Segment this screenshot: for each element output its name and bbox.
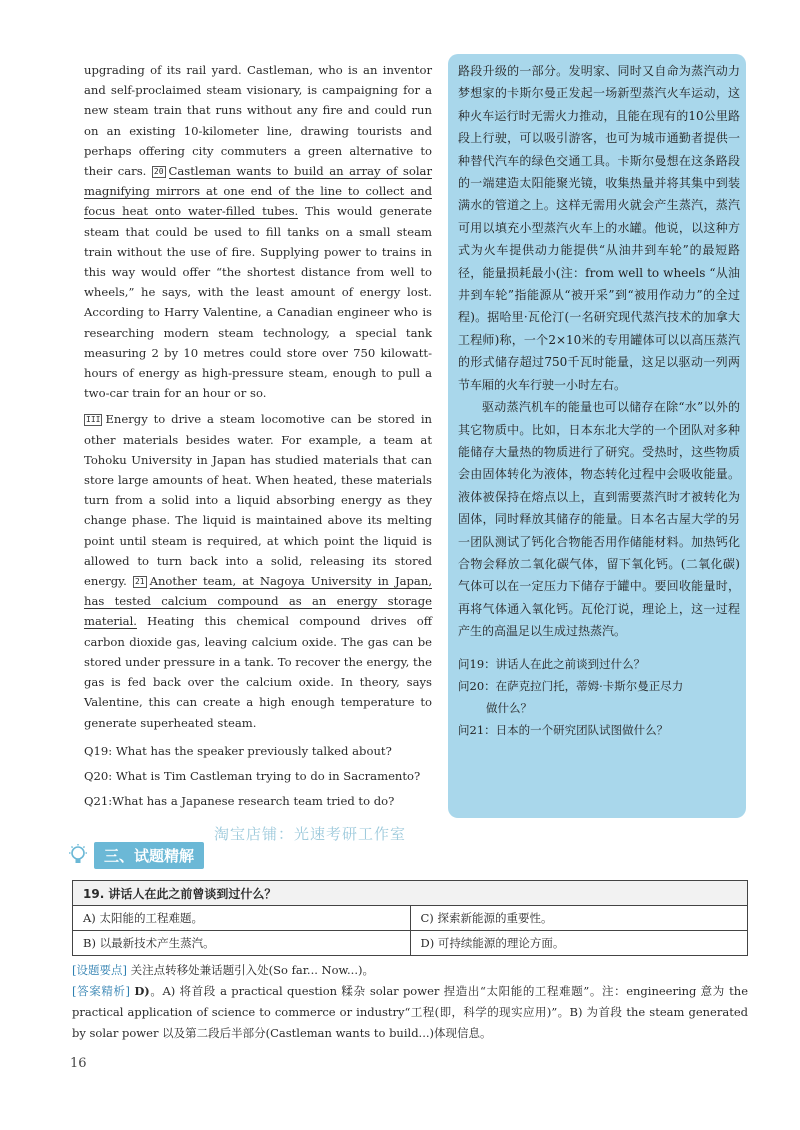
translation-text — [458, 60, 740, 741]
english-paragraph-2: III Energy to drive a steam locomotive can be stored in other materials besides water. For example, a team at Tohoku University in Japan has studied materials that can store large amounts of heat. When heated, these materials turn from a solid into a liquid absorbing energy as they change phase. The liquid is maintained above its melting point until steam is required, at which point the liquid is allowed to turn back into a solid, releasing its stored energy. 21 Another team, at Nagoya University in Japan, has tested calcium compound as an energy storage material. Heating this chemical compound drives off carbon dioxide gas, leaving calcium oxide. The gas can be stored under pressure in a tank. To recover the energy, the gas is fed back over the calcium oxide. In theory, says Valentine, this can create a high enough temperature to generate superheated steam. — [84, 412, 432, 730]
translation-paragraph-2: 驱动蒸汽机车的能量也可以储存在除“水”以外的其它物质中。比如，日本东北大学的一个团队对多种能储存大量热的物质进行了研究。受热时，这些物质会由固体转化为液体，物态转化过程中会吸收能量。液体被保持在熔点以上，直到需要蒸汽时才被转化为固体，同时释放其储存的能量。日本名古屋大学的另一团队测试了钙化合物能否用作储能材料。加热钙化合物会释放二氧化碳气体，留下氧化钙。(二氧化碳)气体可以在一定压力下储存于罐中。要回收能量时，再将气体通入氧化钙。瓦伦汀说，理论上，这一过程产生的高温足以生成过热蒸汽。 — [458, 400, 740, 639]
tag-key-point: [设题要点] — [72, 963, 127, 977]
section-header — [66, 840, 204, 870]
question-table — [72, 880, 748, 956]
option-d: D) 可持续能源的理论方面。 — [410, 931, 748, 956]
answer-letter: D) — [134, 984, 150, 998]
translation-question-19: 问19：讲话人在此之前谈到过什么？ — [458, 656, 646, 671]
options-row-2 — [73, 931, 748, 956]
underlined-answer-21: Another team, at Nagoya University in Japan, has tested calcium compound as an energy storage material. — [84, 574, 432, 629]
page-number: 16 — [70, 1056, 87, 1071]
english-questions — [84, 741, 432, 812]
translation-question-21: 问21：日本的一个研究团队试图做什么？ — [458, 722, 669, 737]
tag-answer-analysis: [答案精析] — [72, 984, 131, 998]
translation-question-20-cont: 做什么？ — [486, 700, 532, 715]
english-column — [84, 60, 432, 816]
option-a: A) 太阳能的工程难题。 — [73, 906, 411, 931]
section-title: 三、试题精解 — [94, 842, 204, 869]
question-marker-21: 21 — [134, 577, 145, 587]
translation-question-20: 问20：在萨克拉门托，蒂姆·卡斯尔曼正尽力 — [458, 678, 684, 693]
option-b: B) 以最新技术产生蒸汽。 — [73, 931, 411, 956]
option-c: C) 探索新能源的重要性。 — [410, 906, 748, 931]
question-stem-row — [73, 881, 748, 906]
translation-questions — [458, 653, 740, 741]
analysis-answer: [答案精析] D)。A) 将首段 a practical question 糅杂 solar power 捏造出“太阳能的工程难题”。注：engineering 意为 the practical application of science to commerce or industry“工程(即，科学的现实应用)”。B) 为首段 the steam generated by solar power 以及第二段后半部分(Castleman wants to build...)体现信息。 — [72, 984, 749, 1040]
translation-paragraph-1: 路段升级的一部分。发明家、同时又自命为蒸汽动力梦想家的卡斯尔曼正发起一场新型蒸汽火车运动，这种火车运行时无需火力推动，且能在现有的10公里路段上行驶，可以吸引游客，也可为城市通勤者提供一种替代汽车的绿色交通工具。卡斯尔曼想在这条路段的一端建造太阳能聚光镜，收集热量并将其集中到装满水的管道之上。这样无需用火就会产生蒸汽，蒸汽可用以填充小型蒸汽火车上的水罐。他说，以这种方式为火车提供动力能提供“从油井到车轮”的最短路径，能量损耗最小(注：from well to wheels “从油井到车轮”指能源从“被开采”到“被用作动力”的全过程)。据哈里·瓦伦汀(一名研究现代蒸汽技术的加拿大工程师)称，一个2×10米的专用罐体可以以高压蒸汽的形式储存超过750千瓦时能量，这足以驱动一列两节车厢的火车行驶一小时左右。 — [458, 64, 740, 392]
options-row-1 — [73, 906, 748, 931]
english-paragraph-1: upgrading of its rail yard. Castleman, who is an inventor and self-proclaimed steam visionary, is campaigning for a new steam train that runs without any fire and could run on an existing 10-kilometer line, drawing tourists and perhaps offering city commuters a green alternative to their cars. 20 Castleman wants to build an array of solar magnifying mirrors at one end of the line to collect and focus heat onto water-filled tubes. This would generate steam that could be used to fill tanks on a small steam train without the use of fire. Supplying power to trains in this way would offer “the shortest distance from well to wheels,” he says, with the least amount of energy lost. According to Harry Valentine, a Canadian engineer who is researching modern steam technology, a special tank measuring 2 by 10 metres could store over 750 kilowatt-hours of energy as high-pressure steam, enough to pull a two-car train for an hour or so. — [84, 63, 432, 401]
analysis-point: [设题要点] 关注点转移处兼话题引入处(So far... Now...)。 — [72, 963, 374, 977]
analysis — [72, 960, 748, 1044]
watermark: 淘宝店铺：光速考研工作室 — [214, 825, 407, 843]
question-19: Q19: What has the speaker previously talked about? — [84, 743, 392, 758]
question-stem: 19. 讲话人在此之前曾谈到过什么？ — [73, 881, 748, 906]
question-20: Q20: What is Tim Castleman trying to do in Sacramento? — [84, 768, 421, 783]
lightbulb-icon — [66, 843, 90, 867]
question-marker-20: 20 — [153, 167, 164, 177]
section-marker-iii: III — [86, 415, 101, 425]
question-21: Q21:What has a Japanese research team tried to do? — [84, 794, 395, 809]
underlined-answer-20: Castleman wants to build an array of solar magnifying mirrors at one end of the line to collect and focus heat onto water-filled tubes. — [84, 164, 432, 219]
